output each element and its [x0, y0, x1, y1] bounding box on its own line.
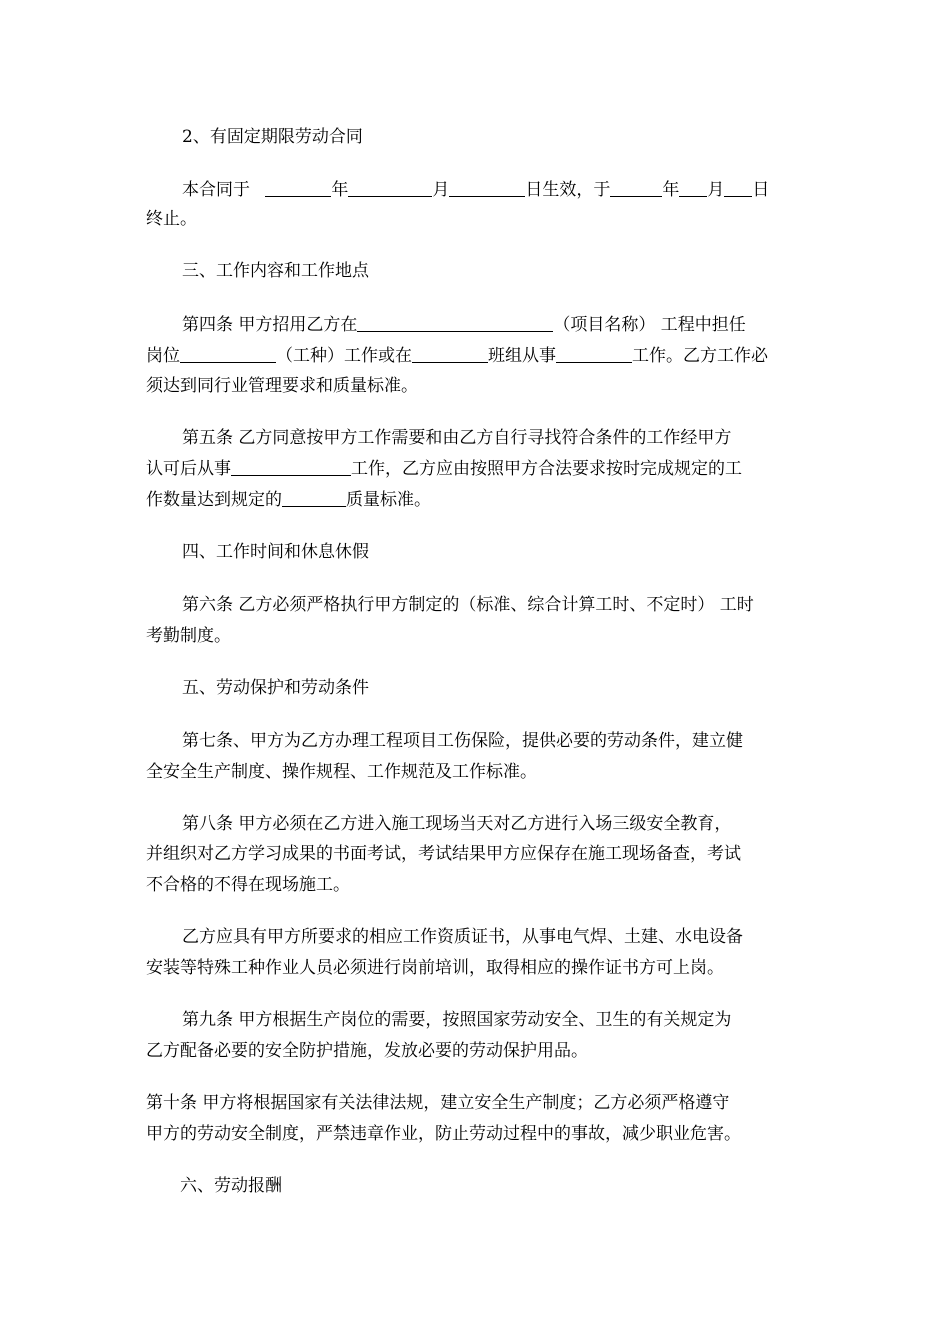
article-7-line2: 全安全生产制度、操作规程、工作规范及工作标准。	[146, 762, 537, 782]
blank-assigned-work[interactable]	[231, 455, 351, 476]
heading-section-6: 六、劳动报酬	[180, 1176, 282, 1196]
article-6-line1: 第六条 乙方必须严格执行甲方制定的（标准、综合计算工时、不定时） 工时	[182, 595, 754, 615]
article-10-line1: 第十条 甲方将根据国家有关法律法规，建立安全生产制度；乙方必须严格遵守	[146, 1093, 730, 1113]
heading-section-4: 四、工作时间和休息休假	[182, 542, 369, 562]
text-segment: 年	[331, 180, 349, 200]
blank-start-day[interactable]	[449, 176, 525, 197]
clause-effective-dates-line1	[146, 174, 842, 206]
text-segment: 班组从事	[488, 346, 556, 366]
blank-start-year[interactable]	[265, 176, 331, 197]
article-4-line3: 须达到同行业管理要求和质量标准。	[146, 376, 418, 396]
blank-start-month[interactable]	[348, 176, 432, 197]
article-8-line1: 第八条 甲方必须在乙方进入施工现场当天对乙方进行入场三级安全教育，	[182, 814, 732, 834]
article-9-line2: 乙方配备必要的安全防护措施，发放必要的劳动保护用品。	[146, 1041, 588, 1061]
article-7-line1: 第七条、甲方为乙方办理工程项目工伤保险，提供必要的劳动条件，建立健	[182, 731, 743, 751]
text-segment: 日生效，于	[525, 180, 611, 200]
article-4-line1	[146, 309, 842, 341]
article-4-line2	[146, 340, 806, 372]
text-segment: 岗位	[146, 346, 180, 366]
blank-end-month[interactable]	[679, 176, 707, 197]
article-5-line3	[146, 484, 806, 516]
text-segment: （工种）工作或在	[276, 346, 412, 366]
text-segment: 工作。乙方工作必	[632, 346, 768, 366]
blank-project-name[interactable]	[357, 311, 553, 332]
heading-section-3: 三、工作内容和工作地点	[182, 261, 369, 281]
text-segment: 第四条 甲方招用乙方在	[182, 315, 358, 335]
text-segment: 月	[432, 180, 450, 200]
text-segment: （项目名称） 工程中担任	[553, 315, 746, 335]
blank-work[interactable]	[556, 342, 632, 363]
text-segment: 年	[662, 180, 680, 200]
article-8-para2-line2: 安装等特殊工种作业人员必须进行岗前培训，取得相应的操作证书方可上岗。	[146, 958, 724, 978]
article-5-line2	[146, 453, 806, 485]
text-segment: 本合同于	[182, 180, 250, 200]
heading-fixed-term-contract: 2、有固定期限劳动合同	[182, 127, 363, 147]
article-5-line1: 第五条 乙方同意按甲方工作需要和由乙方自行寻找符合条件的工作经甲方	[182, 428, 732, 448]
article-10-line2: 甲方的劳动安全制度，严禁违章作业，防止劳动过程中的事故，减少职业危害。	[146, 1124, 741, 1144]
text-segment: 工作，乙方应由按照甲方合法要求按时完成规定的工	[351, 459, 742, 479]
article-8-para2-line1: 乙方应具有甲方所要求的相应工作资质证书，从事电气焊、土建、水电设备	[182, 927, 743, 947]
article-8-line2: 并组织对乙方学习成果的书面考试，考试结果甲方应保存在施工现场备查，考试	[146, 844, 741, 864]
article-9-line1: 第九条 甲方根据生产岗位的需要，按照国家劳动安全、卫生的有关规定为	[182, 1010, 732, 1030]
text-segment: 月	[707, 180, 725, 200]
text-segment: 质量标准。	[346, 490, 431, 510]
blank-quality-level[interactable]	[282, 486, 346, 507]
article-8-line3: 不合格的不得在现场施工。	[146, 875, 350, 895]
article-6-line2: 考勤制度。	[146, 626, 231, 646]
text-segment: 作数量达到规定的	[146, 490, 282, 510]
blank-job-type[interactable]	[180, 342, 276, 363]
blank-team[interactable]	[412, 342, 488, 363]
blank-end-day[interactable]	[724, 176, 752, 197]
blank-end-year[interactable]	[610, 176, 662, 197]
clause-effective-dates-line2: 终止。	[146, 209, 197, 229]
heading-section-5: 五、劳动保护和劳动条件	[182, 678, 369, 698]
text-segment: 认可后从事	[146, 459, 231, 479]
text-segment: 日	[752, 180, 770, 200]
